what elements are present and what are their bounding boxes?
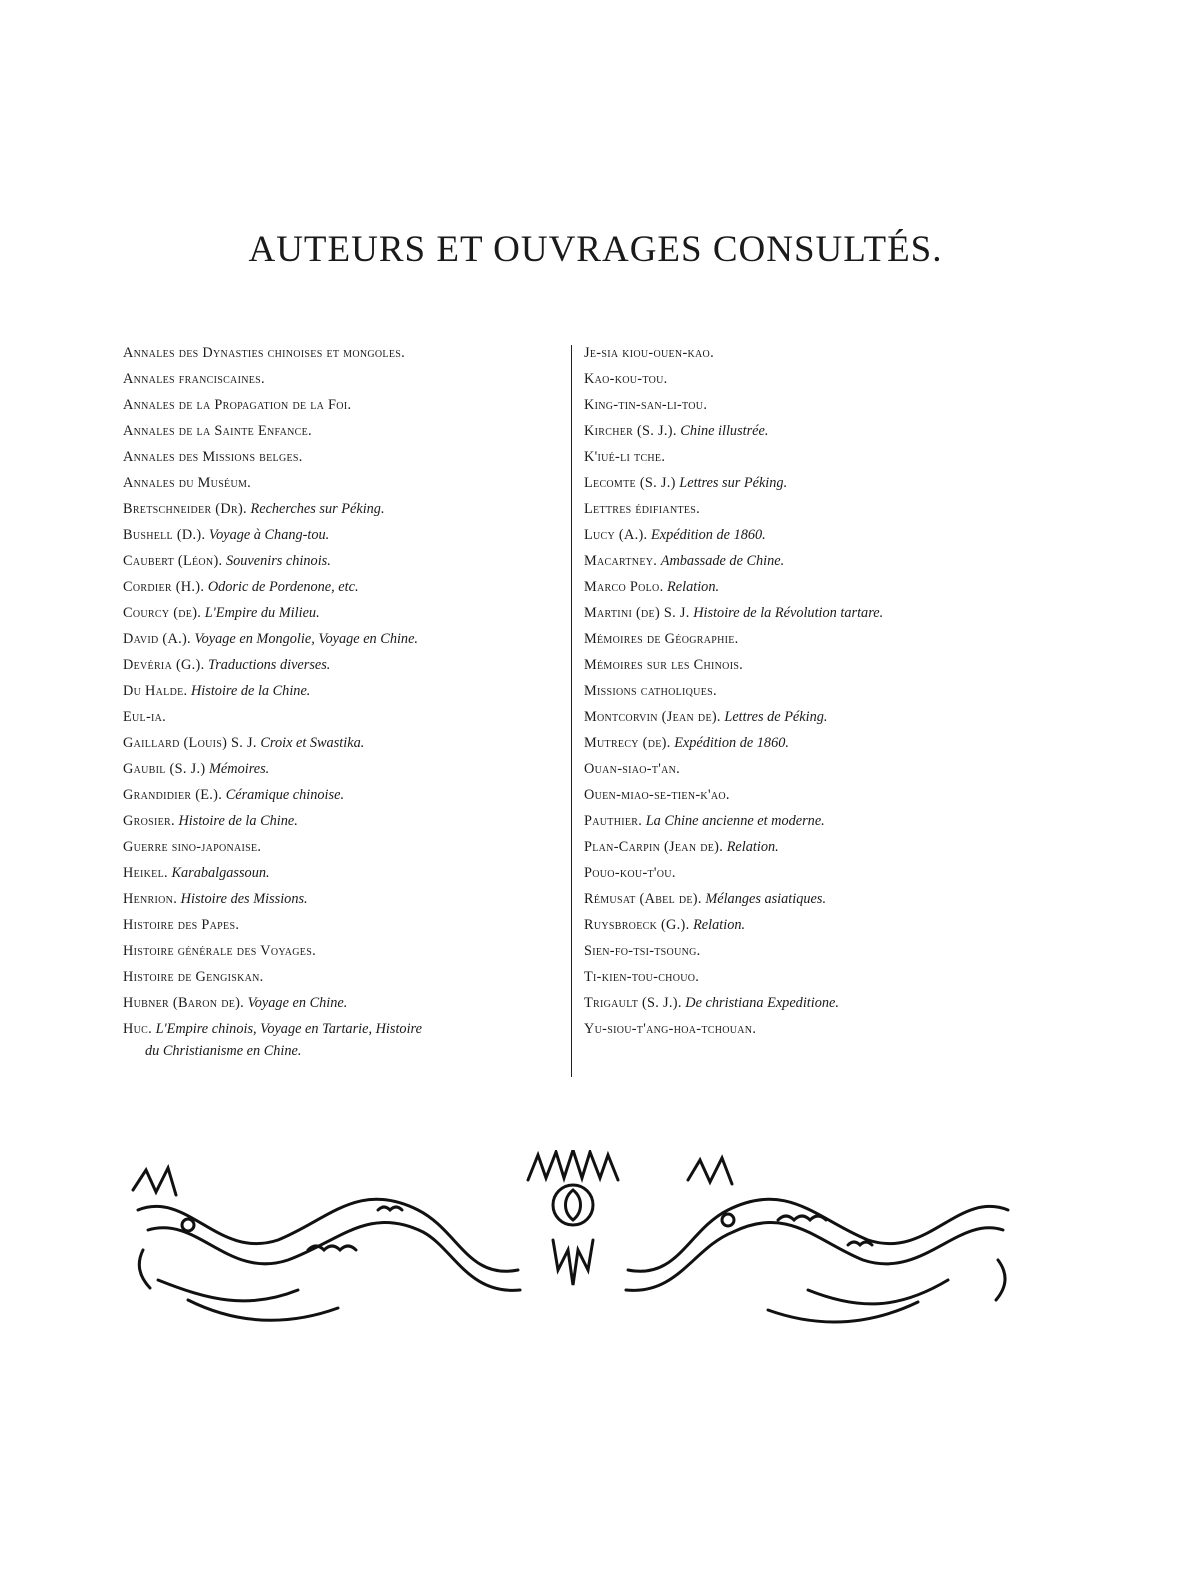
- bibliography-entry: [123, 626, 568, 652]
- bibliography-entry: [584, 782, 1034, 808]
- entry-author: Huc.: [123, 1021, 152, 1037]
- entry-title: Voyage en Mongolie, Voyage en Chine.: [194, 631, 419, 647]
- entry-author: Grandidier (E.).: [123, 787, 223, 803]
- entry-author: Devéria (G.).: [123, 657, 205, 673]
- entry-author: Annales de la Propagation de la Foi.: [123, 397, 352, 413]
- bibliography-entry: [123, 834, 568, 860]
- entry-title: Céramique chinoise.: [225, 787, 345, 803]
- bibliography-entry: [584, 574, 1034, 600]
- entry-author: Mutrecy (de).: [584, 735, 671, 751]
- bibliography-entry: [584, 626, 1034, 652]
- entry-author: Rémusat (Abel de).: [584, 891, 702, 907]
- entry-title: Expédition de 1860.: [651, 527, 766, 543]
- entry-author: Cordier (H.).: [123, 579, 205, 595]
- bibliography-entry: [123, 990, 568, 1016]
- bibliography-entry: [123, 600, 568, 626]
- bibliography-entry: [584, 860, 1034, 886]
- entry-author: Montcorvin (Jean de).: [584, 709, 721, 725]
- entry-title: Histoire des Missions.: [180, 891, 308, 907]
- entry-author: Bretschneider (Dr).: [123, 501, 247, 517]
- entry-title: Lettres de Péking.: [724, 709, 828, 725]
- bibliography-entry: [123, 782, 568, 808]
- entry-author: Histoire des Papes.: [123, 917, 240, 933]
- entry-author: Martini (de) S. J.: [584, 605, 690, 621]
- entry-author: Lucy (A.).: [584, 527, 648, 543]
- entry-title: Traductions diverses.: [208, 657, 331, 673]
- entry-title: Chine illustrée.: [680, 423, 769, 439]
- entry-title: Croix et Swastika.: [260, 735, 365, 751]
- bibliography-entry: [123, 652, 568, 678]
- entry-author: Kao-kou-tou.: [584, 371, 668, 387]
- bibliography-entry: [123, 1016, 568, 1062]
- entry-title: Histoire de la Chine.: [190, 683, 311, 699]
- entry-title-continuation: du Christianisme en Chine.: [145, 1043, 302, 1059]
- bibliography-entry: [584, 964, 1034, 990]
- bibliography-entry: [123, 678, 568, 704]
- entry-author: Heikel.: [123, 865, 168, 881]
- entry-author: Lettres édifiantes.: [584, 501, 701, 517]
- entry-author: Caubert (Léon).: [123, 553, 223, 569]
- bibliography-entry: [584, 522, 1034, 548]
- entry-author: Annales des Missions belges.: [123, 449, 303, 465]
- bibliography-entry: [584, 834, 1034, 860]
- entry-title: Mélanges asiatiques.: [705, 891, 827, 907]
- bibliography-entry: [123, 574, 568, 600]
- entry-author: King-tin-san-li-tou.: [584, 397, 708, 413]
- entry-title: Souvenirs chinois.: [225, 553, 331, 569]
- bibliography-entry: [584, 730, 1034, 756]
- entry-author: Annales des Dynasties chinoises et mongoles.: [123, 345, 405, 361]
- bibliography-entry: [584, 444, 1034, 470]
- entry-author: Ti-kien-tou-chouo.: [584, 969, 700, 985]
- bibliography-entry: [584, 470, 1034, 496]
- entry-author: Histoire générale des Voyages.: [123, 943, 316, 959]
- entry-author: Ruysbroeck (G.).: [584, 917, 690, 933]
- bibliography-entry: [584, 808, 1034, 834]
- entry-author: Marco Polo.: [584, 579, 664, 595]
- entry-title: Relation.: [693, 917, 746, 933]
- entry-author: Pouo-kou-t'ou.: [584, 865, 676, 881]
- bibliography-entry: [123, 704, 568, 730]
- entry-author: Eul-ia.: [123, 709, 167, 725]
- entry-title: Karabalgassoun.: [171, 865, 270, 881]
- entry-author: Ouen-miao-se-tien-k'ao.: [584, 787, 730, 803]
- bibliography-entry: [123, 730, 568, 756]
- entry-title: Recherches sur Péking.: [250, 501, 385, 517]
- bibliography-entry: [123, 912, 568, 938]
- entry-title: Relation.: [726, 839, 779, 855]
- bibliography-entry: [584, 756, 1034, 782]
- bibliography-entry: [123, 860, 568, 886]
- bibliography-entry: [123, 340, 568, 366]
- entry-title: De christiana Expeditione.: [685, 995, 839, 1011]
- bibliography-entry: [123, 522, 568, 548]
- column-divider: [571, 345, 572, 1077]
- entry-author: Lecomte (S. J.): [584, 475, 676, 491]
- entry-author: Gaubil (S. J.): [123, 761, 206, 777]
- bibliography-entry: [584, 392, 1034, 418]
- entry-title: Histoire de la Chine.: [178, 813, 298, 829]
- entry-author: Hubner (Baron de).: [123, 995, 245, 1011]
- page-title: AUTEURS ET OUVRAGES CONSULTÉS.: [248, 229, 943, 270]
- entry-title: Lettres sur Péking.: [679, 475, 788, 491]
- entry-author: Je-sia kiou-ouen-kao.: [584, 345, 714, 361]
- bibliography-entry: [584, 704, 1034, 730]
- entry-author: Courcy (de).: [123, 605, 202, 621]
- bibliography-entry: [584, 1016, 1034, 1042]
- bibliography-entry: [123, 366, 568, 392]
- bibliography-entry: [584, 548, 1034, 574]
- entry-author: Annales franciscaines.: [123, 371, 265, 387]
- entry-author: David (A.).: [123, 631, 191, 647]
- entry-title: Odoric de Pordenone, etc.: [207, 579, 359, 595]
- bibliography-entry: [123, 418, 568, 444]
- bibliography-entry: [123, 808, 568, 834]
- dragon-ornament: [128, 1150, 1018, 1346]
- entry-author: K'iué-li tche.: [584, 449, 666, 465]
- bibliography-entry: [584, 366, 1034, 392]
- entry-author: Grosier.: [123, 813, 175, 829]
- bibliography-entry: [123, 756, 568, 782]
- entry-author: Du Halde.: [123, 683, 188, 699]
- entry-author: Annales de la Sainte Enfance.: [123, 423, 312, 439]
- bibliography-entry: [584, 912, 1034, 938]
- entry-title: Mémoires.: [209, 761, 270, 777]
- entry-author: Macartney.: [584, 553, 658, 569]
- bibliography-entry: [123, 548, 568, 574]
- entry-author: Histoire de Gengiskan.: [123, 969, 264, 985]
- entry-author: Kircher (S. J.).: [584, 423, 677, 439]
- bibliography-entry: [584, 678, 1034, 704]
- bibliography-entry: [123, 392, 568, 418]
- entry-author: Gaillard (Louis) S. J.: [123, 735, 257, 751]
- bibliography-entry: [584, 886, 1034, 912]
- left-bibliography-column: [123, 340, 568, 1062]
- entry-author: Bushell (D.).: [123, 527, 206, 543]
- bibliography-entry: [123, 938, 568, 964]
- entry-author: Mémoires sur les Chinois.: [584, 657, 744, 673]
- bibliography-entry: [123, 964, 568, 990]
- entry-title: La Chine ancienne et moderne.: [645, 813, 825, 829]
- bibliography-entry: [584, 652, 1034, 678]
- bibliography-entry: [123, 886, 568, 912]
- bibliography-entry: [584, 418, 1034, 444]
- bibliography-entry: [584, 938, 1034, 964]
- entry-title: Ambassade de Chine.: [660, 553, 785, 569]
- entry-author: Plan-Carpin (Jean de).: [584, 839, 724, 855]
- entry-author: Guerre sino-japonaise.: [123, 839, 262, 855]
- entry-title: Relation.: [667, 579, 720, 595]
- bibliography-entry: [584, 600, 1034, 626]
- entry-title: L'Empire chinois, Voyage en Tartarie, Histoire: [155, 1021, 422, 1037]
- entry-author: Pauthier.: [584, 813, 643, 829]
- entry-title: Voyage à Chang-tou.: [208, 527, 330, 543]
- bibliography-entry: [584, 340, 1034, 366]
- entry-author: Ouan-siao-t'an.: [584, 761, 681, 777]
- entry-title: Voyage en Chine.: [247, 995, 348, 1011]
- bibliography-entry: [584, 496, 1034, 522]
- bibliography-entry: [123, 470, 568, 496]
- bibliography-entry: [123, 496, 568, 522]
- entry-author: Sien-fo-tsi-tsoung.: [584, 943, 701, 959]
- right-bibliography-column: [584, 340, 1034, 1042]
- entry-author: Annales du Muséum.: [123, 475, 252, 491]
- entry-title: L'Empire du Milieu.: [204, 605, 320, 621]
- bibliography-entry: [584, 990, 1034, 1016]
- entry-author: Yu-siou-t'ang-hoa-tchouan.: [584, 1021, 757, 1037]
- bibliography-entry: [123, 444, 568, 470]
- entry-author: Trigault (S. J.).: [584, 995, 682, 1011]
- entry-author: Henrion.: [123, 891, 178, 907]
- entry-title: Histoire de la Révolution tartare.: [693, 605, 884, 621]
- entry-author: Mémoires de Géographie.: [584, 631, 739, 647]
- entry-title: Expédition de 1860.: [674, 735, 789, 751]
- entry-author: Missions catholiques.: [584, 683, 717, 699]
